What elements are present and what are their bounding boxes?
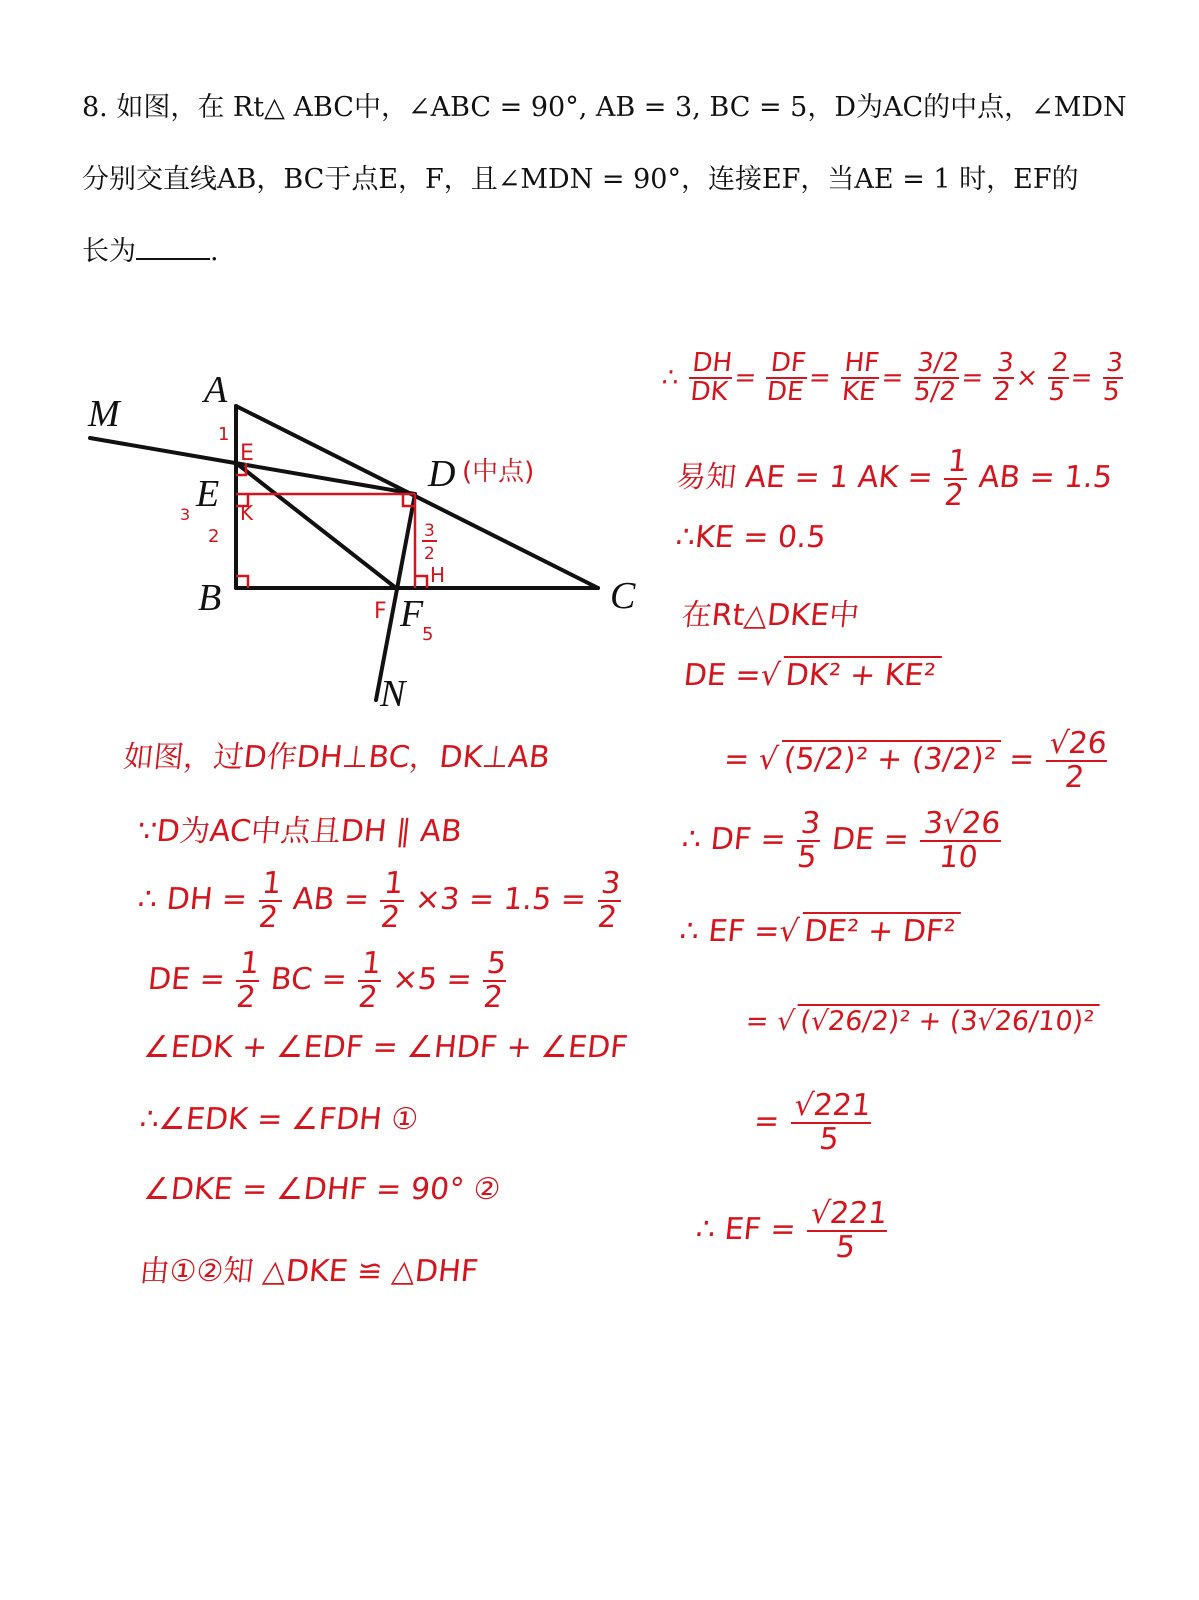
r11-text-a: ∴ EF = bbox=[694, 1212, 798, 1247]
r6-text-b: = bbox=[1007, 742, 1037, 777]
label-side-mark: 3 bbox=[180, 505, 191, 524]
segment-ef bbox=[236, 463, 396, 588]
l3-text-b: AB = bbox=[291, 882, 371, 917]
label-dh-den: 2 bbox=[424, 544, 435, 564]
r1-fraction-5: $\frac{3}{2}$ bbox=[992, 348, 1016, 408]
l3-fraction-2: $\frac{1}{2}$ bbox=[378, 866, 406, 935]
r6-radical: (5/2)² + (3/2)² bbox=[778, 740, 1002, 777]
r10-text-a: = bbox=[752, 1104, 782, 1139]
r1-fraction-7: $\frac{3}{5}$ bbox=[1101, 348, 1125, 408]
r2-text-a: 易知 AE = 1 AK = bbox=[674, 460, 935, 495]
r5-radical: DK² + KE² bbox=[780, 656, 942, 693]
solution-right-line-1: ∴ $\frac{DH}{DK}$ = $\frac{DF}{DE}$ = $\frac{HF}{KE}$ = $\frac{3/2}{5/2}$ = $\frac{3}{2}$ × $\frac{2}{5}$ = $\frac{3}{5}$ bbox=[660, 348, 1125, 408]
r7-fraction-1: $\frac{3}{5}$ bbox=[795, 806, 822, 875]
label-a: A bbox=[204, 369, 228, 411]
r5-text-a: DE = bbox=[682, 658, 763, 693]
label-c: C bbox=[610, 575, 636, 617]
label-e: E bbox=[196, 473, 220, 515]
solution-right-line-11 bbox=[693, 1198, 893, 1263]
solution-right-line-10 bbox=[751, 1090, 877, 1155]
solution-right-line-8: ∴ EF =√DE² + DF² bbox=[678, 912, 961, 949]
solution-left-line-5: ∠EDK + ∠EDF = ∠HDF + ∠EDF bbox=[142, 1030, 630, 1065]
r1-fraction-4: $\frac{3/2}{5/2}$ bbox=[912, 348, 961, 408]
r8-radical: DE² + DF² bbox=[799, 912, 962, 949]
solution-right-line-5: DE =√DK² + KE² bbox=[682, 656, 941, 693]
r1-fraction-2: $\frac{DF}{DE}$ bbox=[763, 350, 809, 407]
label-e-small: E bbox=[240, 441, 254, 466]
label-d-note: (中点) bbox=[462, 457, 535, 487]
solution-left-line-4 bbox=[145, 948, 512, 1013]
r1-fraction-6: $\frac{2}{5}$ bbox=[1047, 348, 1070, 408]
geometry-figure bbox=[0, 330, 660, 730]
r2-fraction: $\frac{1}{2}$ bbox=[942, 444, 969, 513]
l4-fraction-2: $\frac{1}{2}$ bbox=[356, 946, 383, 1015]
label-ae-length: 1 bbox=[218, 424, 230, 445]
solution-left-line-8: 由①②知 △DKE ≌ △DHF bbox=[137, 1254, 480, 1289]
r1-text-a: ∴ bbox=[660, 362, 681, 393]
problem-line-3 bbox=[82, 216, 1122, 288]
label-m: M bbox=[88, 393, 120, 435]
l4-text-c: ×5 = bbox=[391, 962, 474, 997]
label-eb-length: 2 bbox=[208, 526, 220, 547]
label-f-small: F bbox=[374, 599, 387, 624]
r2-text-b: AB = 1.5 bbox=[977, 460, 1114, 495]
label-f: F bbox=[400, 593, 424, 635]
problem-line-3-prefix: 长为 bbox=[82, 236, 136, 267]
problem-text bbox=[82, 72, 1127, 288]
solution-right-line-7 bbox=[679, 808, 1006, 873]
l3-text-a: ∴ DH = bbox=[136, 882, 249, 917]
solution-right-line-9: = √ (√26/2)² + (3√26/10)² bbox=[744, 1004, 1099, 1037]
solution-left-line-1: 如图，过D作DH⊥BC，DK⊥AB bbox=[121, 740, 552, 775]
problem-line-2: 分别交直线AB，BC于点E，F，且∠MDN = 90°，连接EF，当AE = 1 时，EF的 bbox=[82, 164, 1079, 195]
r9-text-a: = bbox=[744, 1006, 771, 1037]
l3-text-c: ×3 = 1.5 = bbox=[413, 882, 588, 917]
label-n: N bbox=[380, 673, 406, 715]
l4-text-a: DE = bbox=[146, 962, 227, 997]
label-h: H bbox=[430, 563, 446, 587]
solution-left-line-6: ∴∠EDK = ∠FDH ① bbox=[138, 1102, 421, 1137]
solution-left-line-2: ∵D为AC中点且DH ∥ AB bbox=[135, 814, 464, 849]
solution-left-line-7: ∠DKE = ∠DHF = 90° ② bbox=[142, 1172, 503, 1207]
solution-right-line-3: ∴KE = 0.5 bbox=[674, 520, 828, 555]
label-dh-num: 3 bbox=[424, 521, 435, 541]
r7-fraction-2: $\frac{3√26}{10}$ bbox=[917, 808, 1004, 873]
problem-line-1: 8. 如图，在 Rt△ ABC中，∠ABC = 90°, AB = 3, BC = 5，D为AC的中点，∠MDN bbox=[82, 92, 1127, 123]
r7-text-b: DE = bbox=[830, 822, 911, 857]
l3-fraction-3: $\frac{3}{2}$ bbox=[595, 866, 623, 935]
answer-blank bbox=[136, 232, 210, 260]
solution-left-line-3 bbox=[135, 868, 626, 933]
problem-line-3-suffix: . bbox=[210, 236, 219, 267]
segment-ac bbox=[236, 406, 598, 588]
r10-fraction: $\frac{√221}{5}$ bbox=[787, 1090, 874, 1155]
l4-fraction-1: $\frac{1}{2}$ bbox=[234, 946, 262, 1015]
solution-right-line-2 bbox=[673, 446, 1116, 511]
l3-fraction-1: $\frac{1}{2}$ bbox=[256, 866, 284, 935]
r1-fraction-3: $\frac{HF}{KE}$ bbox=[840, 348, 881, 408]
r8-text-a: ∴ EF = bbox=[678, 914, 782, 949]
r7-text-a: ∴ DF = bbox=[680, 822, 788, 857]
r1-fraction-1: $\frac{DH}{DK}$ bbox=[689, 348, 734, 408]
solution-right-line-4: 在Rt△DKE中 bbox=[679, 598, 861, 633]
r6-fraction: $\frac{√26}{2}$ bbox=[1042, 728, 1110, 793]
r11-fraction: $\frac{√221}{5}$ bbox=[804, 1198, 891, 1263]
l4-text-b: BC = bbox=[269, 962, 349, 997]
l4-fraction-3: $\frac{5}{2}$ bbox=[481, 946, 508, 1015]
r6-text-a: = bbox=[722, 742, 752, 777]
r9-radical: (√26/2)² + (3√26/10)² bbox=[795, 1004, 1100, 1037]
solution-right-line-6: = √(5/2)² + (3/2)² = $\frac{√26}{2}$ bbox=[722, 726, 1109, 795]
label-k: K bbox=[240, 501, 254, 525]
label-b: B bbox=[198, 577, 222, 619]
label-bc-length: 5 bbox=[422, 624, 434, 645]
label-d: D bbox=[428, 453, 456, 495]
